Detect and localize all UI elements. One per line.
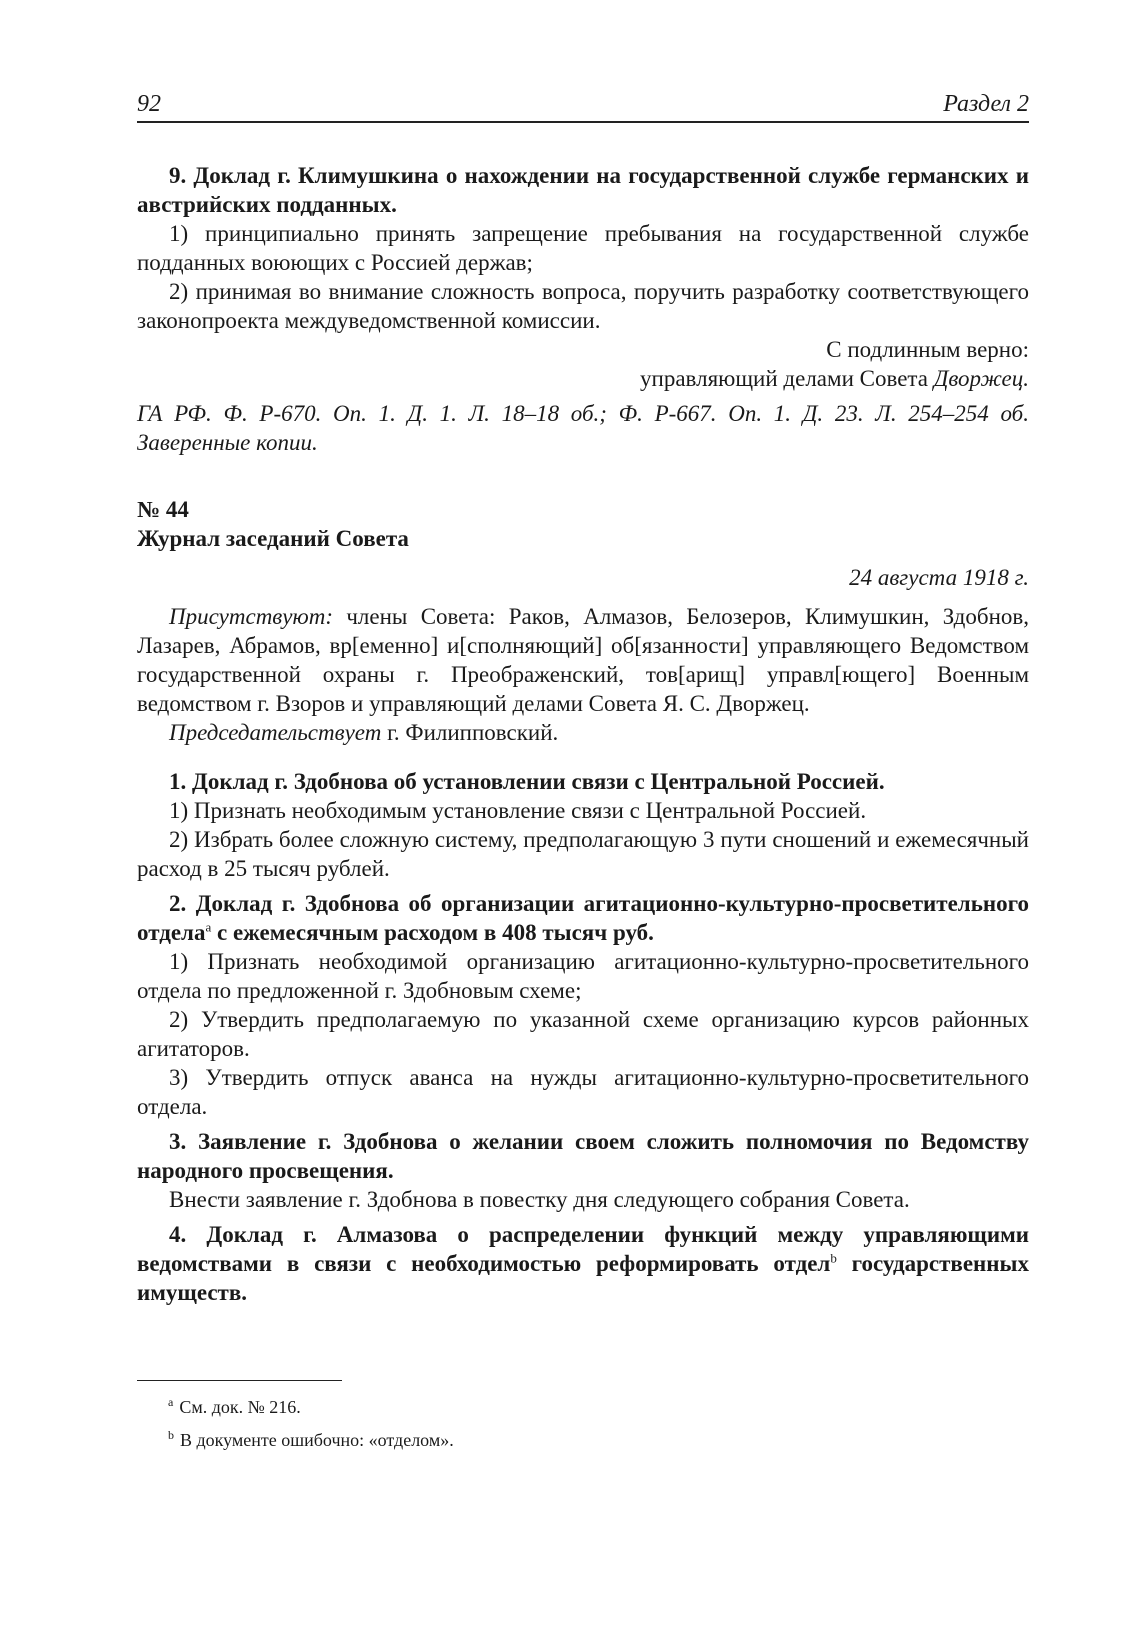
page-header bbox=[137, 87, 1029, 123]
chair-label: Председательствует bbox=[169, 720, 382, 745]
signature-line2: управляющий делами Совета Дворжец. bbox=[640, 366, 1029, 391]
signature-name: Дворжец. bbox=[933, 366, 1029, 391]
present-label: Присутствуют: bbox=[169, 604, 333, 629]
signature-line1: С подлинным верно: bbox=[826, 337, 1029, 362]
footnotes bbox=[168, 1388, 454, 1454]
footnote-mark-a: a bbox=[205, 919, 212, 935]
item9-point2: 2) принимая во внимание сложность вопроса, поручить разработку соответствующего законопроекта междуведомственной комиссии. bbox=[137, 279, 1029, 333]
page-number: 92 bbox=[137, 91, 161, 117]
item1-point2: 2) Избрать более сложную систему, предполагающую 3 пути сношений и ежемесячный расход в 25 тысяч рублей. bbox=[137, 827, 1029, 881]
footnote-b: $^b$ В документе ошибочно: «отделом». bbox=[168, 1428, 454, 1450]
item3-point1: Внести заявление г. Здобнова в повестку дня следующего собрания Совета. bbox=[169, 1187, 910, 1212]
document-number: № 44 bbox=[137, 497, 189, 522]
chair-paragraph: Председательствует г. Филипповский. bbox=[169, 720, 559, 745]
document-date: 24 августа 1918 г. bbox=[849, 565, 1029, 590]
footnote-divider bbox=[137, 1380, 342, 1381]
footnote-mark-b: b bbox=[830, 1250, 837, 1266]
item3-title: 3. Заявление г. Здобнова о желании своем сложить полномочия по Ведомству народного просвещения. bbox=[137, 1129, 1029, 1183]
item4-title: 4. Доклад г. Алмазова о распределении функций между управляющими ведомствами в связи с необходимостью реформировать отдел$^b$ государственных имуществ. bbox=[137, 1222, 1030, 1305]
item9-title: 9. Доклад г. Климушкина о нахождении на государственной службе германских и австрийских подданных. bbox=[137, 163, 1029, 217]
footnote-a: $^a$ См. док. № 216. bbox=[168, 1395, 301, 1417]
page-content bbox=[137, 161, 1029, 1307]
item1-title: 1. Доклад г. Здобнова об установлении связи с Центральной Россией. bbox=[169, 769, 885, 794]
item1-point1: 1) Признать необходимым установление связи с Центральной Россией. bbox=[169, 798, 867, 823]
item2-point1: 1) Признать необходимой организацию агитационно-культурно-просветительного отдела по предложенной г. Здобновым схеме; bbox=[137, 949, 1029, 1003]
item2-title: 2. Доклад г. Здобнова об организации агитационно-культурно-просветительного отдела$^a$ с ежемесячным расходом в 408 тысяч руб. bbox=[137, 891, 1029, 945]
document-title: Журнал заседаний Совета bbox=[137, 526, 409, 551]
item2-point2: 2) Утвердить предполагаемую по указанной схеме организацию курсов районных агитаторов. bbox=[137, 1007, 1029, 1061]
archive-reference: ГА РФ. Ф. Р-670. Оп. 1. Д. 1. Л. 18–18 об.; Ф. Р-667. Оп. 1. Д. 23. Л. 254–254 об. Заверенные копии. bbox=[137, 401, 1029, 455]
item9-point1: 1) принципиально принять запрещение пребывания на государственной службе подданных воюющих с Россией держав; bbox=[137, 221, 1029, 275]
section-title: Раздел 2 bbox=[943, 91, 1029, 117]
present-paragraph: Присутствуют: члены Совета: Раков, Алмазов, Белозеров, Климушкин, Здобнов, Лазарев, Абрамов, вр[еменно] и[сполняющий] об[язанности] управляющего Ведомством государственной охраны г. Преображенский, тов[арищ] управл[ющего] Военным ведомством г. Взоров и управляющий делами Совета Я. С. Дворжец. bbox=[137, 604, 1029, 716]
item2-point3: 3) Утвердить отпуск аванса на нужды агитационно-культурно-просветительного отдела. bbox=[137, 1065, 1029, 1119]
